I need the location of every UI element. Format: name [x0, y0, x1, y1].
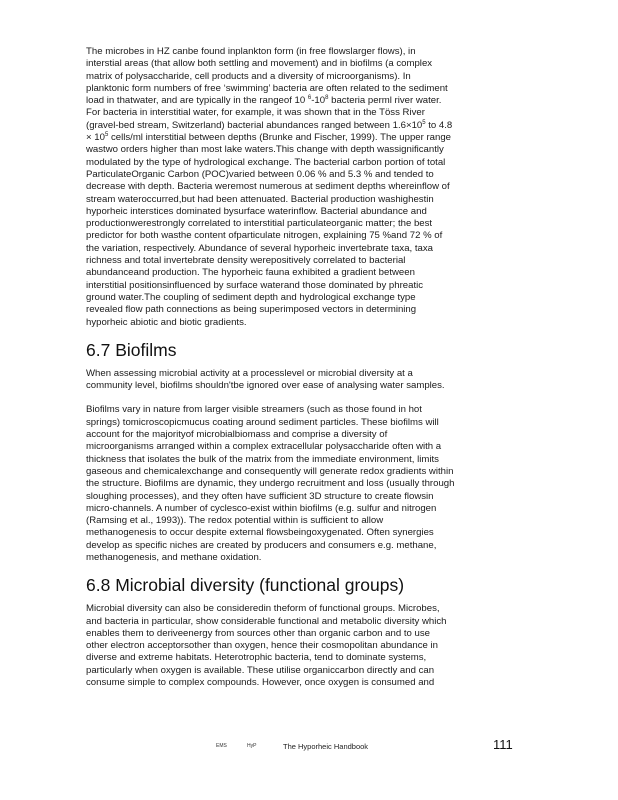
text-line: hyporheic abiotic and biotic gradients. [86, 316, 247, 328]
text-line: community level, biofilms shouldn'tbe ignored over ease of analysing water samples. [86, 380, 445, 392]
text-line: Biofilms vary in nature from larger visible streamers (such as those found in hot [86, 404, 422, 416]
text-line: ParticulateOrganic Carbon (POC)varied between 0.06 % and 5.3 % and tended to [86, 168, 434, 180]
text-line: decrease with depth. Bacteria weremost numerous at sediment depths whereinflow of [86, 181, 450, 193]
text-line: (Ramsing et al., 1993)). The redox potential within is sufficient to allow [86, 515, 384, 527]
text-line: revealed flow path connections as being superimposed vectors in determining [86, 304, 417, 316]
text-line: load in thatwater, and are typically in the rangeof 10 $^6-10^8$ bacteria perml river water. [86, 95, 442, 107]
text-line: consume simple to complex compounds. However, once oxygen is consumed and [86, 677, 435, 689]
hyp-logo: HyP [247, 743, 257, 749]
text-line: gaseous and chemicalexchange and consequently will generate redox gradients within [86, 465, 454, 477]
intro-paragraph [86, 46, 514, 329]
text-line: planktonic form numbers of free ‘swimming’ bacteria are often related to the sediment [86, 82, 448, 94]
text-line: Microbial diversity can also be consideredin theform of functional groups. Microbes, [86, 603, 440, 615]
text-line: hyporheic interstices dominated bysurface waterinflow. Bacterial abundance and [86, 205, 427, 217]
text-line: the variation, respectively. Abundance of several hyporheic invertebrate taxa, taxa [86, 242, 433, 254]
text-line: other electron acceptorsother than oxygen, hence their cosmopolitan abundance in [86, 640, 438, 652]
footer-title: The Hyporheic Handbook [283, 742, 369, 751]
text-line: modulated by the type of hydrological exchange. The bacterial carbon portion of total [86, 156, 446, 168]
section-heading-biofilms: 6.7 Biofilms [86, 339, 177, 360]
ems-logo: EMS [216, 743, 227, 749]
text-line: enables them to deriveenergy from sources other than organic carbon and to use [86, 627, 430, 639]
text-line: For bacteria in interstitial water, for example, it was shown that in the Töss River [86, 107, 425, 119]
text-line: and bacteria in particular, show considerable functional and metabolic diversity which [86, 615, 447, 627]
text-line: The microbes in HZ canbe found inplankton form (in free flowslarger flows), in [86, 46, 416, 57]
text-line: (gravel-bed stream, Switzerland) bacterial abundances ranged between $1.6\times 10^5$ to 4.8 [86, 119, 453, 131]
biofilms-paragraph-1 [86, 368, 514, 393]
text-line: sloughing processes), and they often have sufficient 3D structure to create flowsin [86, 490, 434, 502]
biofilms-paragraph-2 [86, 404, 514, 564]
page-number: 111 [493, 737, 513, 752]
text-line: × $10^5$ cells/ml interstitial between depths (Brunke and Fischer, 1999). The upper range [86, 132, 452, 144]
diversity-paragraph-1 [86, 603, 514, 689]
text-line: micro-channels. A number of cyclesco-exist within biofilms (e.g. sulfur and nitrogen [86, 502, 437, 514]
page-content [86, 46, 514, 689]
text-line: productionwerestrongly correlated to interstitial particulateorganic matter; the best [86, 218, 433, 230]
text-line: methanogenesis, and methane oxidation. [86, 551, 262, 563]
text-line: ground water.The coupling of sediment depth and hydrological exchange type [86, 291, 416, 303]
text-line: springs) tomicroscopicmucus coating around sediment particles. These biofilms will [86, 416, 439, 428]
page-footer [0, 737, 618, 755]
text-line: matrix of polysaccharide, cell products and a diversity of microorganisms). In [86, 70, 411, 82]
text-line: richness and total invertebrate density werepositively correlated to bacterial [86, 255, 406, 267]
text-line: diverse and extreme habitats. Heterotrophic bacteria, tend to dominate systems, [86, 652, 427, 664]
text-line: account for the majorityof microbialbiomass and comprise a diversity of [86, 429, 388, 441]
text-line: methanogenesis to occur despite external flowsbeingoxygenated. Often synergies [86, 527, 434, 539]
text-line: interstial areas (that allow both settling and movement) and in biofilms (a complex [86, 58, 433, 70]
text-line: stream wateroccurred,but had been attenuated. Bacterial production washighestin [86, 193, 434, 205]
text-line: thickness that isolates the bulk of the matrix from the immediate environment, limits [86, 453, 439, 465]
text-line: develop as specific niches are created by producers and consumers e.g. methane, [86, 539, 437, 551]
text-line: particularly when oxygen is available. These utilise organiccarbon directly and can [86, 664, 435, 676]
paragraph-gap [86, 392, 514, 404]
text-line: microorganisms arranged within a complex extracellular polysaccharide often with a [86, 441, 442, 453]
text-line: wastwo orders higher than most lake waters.This change with depth wassignificantly [86, 144, 444, 156]
section-heading-microbial-diversity: 6.8 Microbial diversity (functional groups) [86, 575, 405, 596]
text-line: interstitial positionsinfluenced by surface waterand those dominated by phreatic [86, 279, 424, 291]
text-line: the structure. Biofilms are dynamic, they undergo recruitment and loss (usually through [86, 478, 455, 490]
text-line: predictor for both wasthe content ofparticulate nitrogen, explaining 75 %and 72 % of [86, 230, 443, 242]
text-line: abundanceand production. The hyporheic fauna exhibited a gradient between [86, 267, 415, 279]
text-line: When assessing microbial activity at a processlevel or microbial diversity at a [86, 367, 413, 379]
